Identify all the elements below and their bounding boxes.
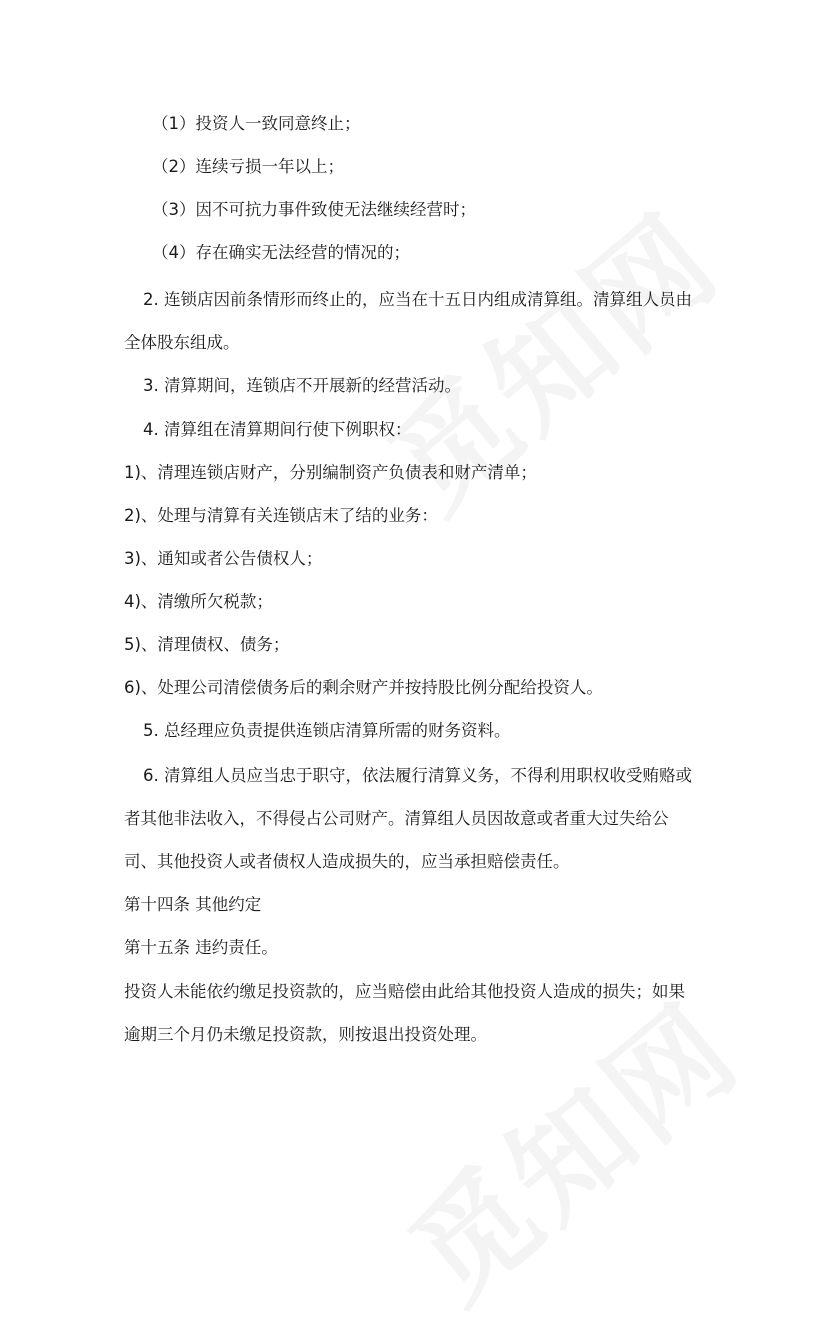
list-item-sub-3: （3）因不可抗力事件致使无法继续经营时；	[152, 200, 476, 219]
article-15-line-1: 投资人未能依约缴足投资款的，应当赔偿由此给其他投资人造成的损失；如果	[124, 982, 685, 1001]
power-item-3: 3)、通知或者公告债权人；	[124, 549, 323, 568]
clause-2-line-1: 2. 连锁店因前条情形而终止的，应当在十五日内组成清算组。清算组人员由	[143, 290, 692, 309]
clause-2-line-2: 全体股东组成。	[124, 333, 240, 352]
watermark	[369, 959, 769, 1333]
article-15-heading: 第十五条 违约责任。	[124, 938, 278, 957]
watermark	[349, 169, 749, 544]
list-item-sub-4: （4）存在确实无法经营的情况的；	[152, 243, 410, 262]
power-item-1: 1)、清理连锁店财产，分别编制资产负债表和财产清单；	[124, 463, 537, 482]
clause-6-line-1: 6. 清算组人员应当忠于职守，依法履行清算义务，不得利用职权收受贿赂或	[143, 766, 692, 785]
article-15-line-2: 逾期三个月仍未缴足投资款，则按退出投资处理。	[124, 1025, 487, 1044]
clause-3: 3. 清算期间，连锁店不开展新的经营活动。	[143, 376, 461, 395]
clause-6-line-2: 者其他非法收入，不得侵占公司财产。清算组人员因故意或者重大过失给公	[124, 809, 669, 828]
list-item-sub-2: （2）连续亏损一年以上；	[152, 157, 344, 176]
clause-5: 5. 总经理应负责提供连锁店清算所需的财务资料。	[143, 721, 511, 740]
list-item-sub-1: （1）投资人一致同意终止；	[152, 114, 361, 133]
power-item-5: 5)、清理债权、债务；	[124, 635, 290, 654]
power-item-4: 4)、清缴所欠税款；	[124, 592, 273, 611]
power-item-2: 2)、处理与清算有关连锁店末了结的业务：	[124, 506, 438, 525]
power-item-6: 6)、处理公司清偿债务后的剩余财产并按持股比例分配给投资人。	[124, 678, 603, 697]
clause-4: 4. 清算组在清算期间行使下例职权：	[143, 420, 412, 439]
clause-6-line-3: 司、其他投资人或者债权人造成损失的，应当承担赔偿责任。	[124, 852, 570, 871]
article-14-heading: 第十四条 其他约定	[124, 895, 262, 914]
